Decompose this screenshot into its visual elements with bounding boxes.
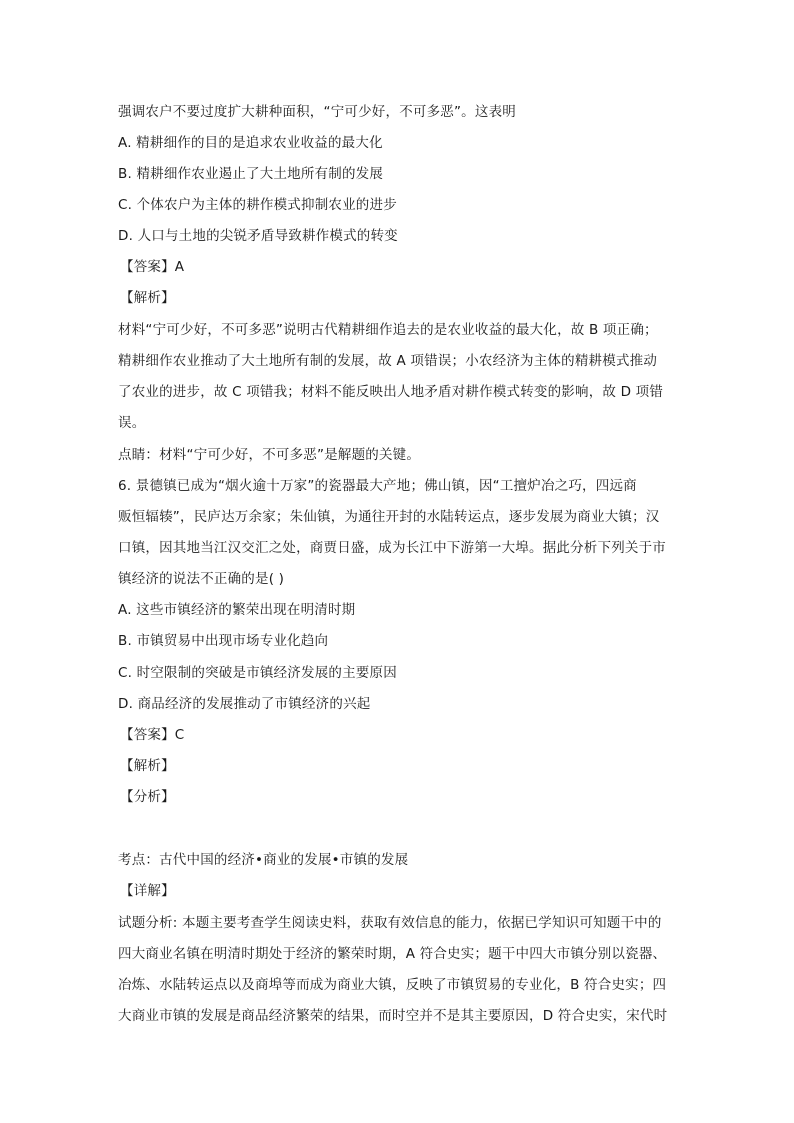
q5-tip: 点睛：材料“宁可少好，不可多恶”是解题的关键。	[118, 447, 421, 463]
q6-fenxi-label: 【分析】	[120, 789, 175, 805]
q5-analysis-line-4: 误。	[118, 415, 146, 431]
q6-option-d: D. 商品经济的发展推动了市镇经济的兴起	[118, 696, 371, 712]
q5-option-c: C. 个体农户为主体的耕作模式抑制农业的进步	[118, 197, 397, 213]
q5-analysis-line-2: 精耕细作农业推动了大土地所有制的发展，故 A 项错误；小农经济为主体的精耕模式推动	[118, 353, 658, 369]
q6-stem-line-1: 6. 景德镇已成为“烟火逾十万家”的瓷器最大产地；佛山镇，因“工擅炉冶之巧，四远商	[118, 478, 637, 494]
q5-option-a: A. 精耕细作的目的是追求农业收益的最大化	[118, 135, 383, 151]
q5-answer: 【答案】A	[120, 259, 185, 275]
q6-stem-line-2: 贩恒辐辏”，民庐达万余家；朱仙镇，为通往开封的水陆转运点，逐步发展为商业大镇；汉	[118, 509, 660, 525]
q6-option-c: C. 时空限制的突破是市镇经济发展的主要原因	[118, 665, 397, 681]
q6-stem-line-4: 镇经济的说法不正确的是( )	[118, 571, 285, 587]
q6-stem-line-3: 口镇，因其地当江汉交汇之处，商贾日盛，成为长江中下游第一大埠。据此分析下列关于市	[118, 540, 666, 556]
q6-detail-label: 【详解】	[120, 883, 175, 899]
q5-option-d: D. 人口与土地的尖锐矛盾导致耕作模式的转变	[118, 228, 398, 244]
q6-detail-line-1: 试题分析: 本题主要考查学生阅读史料，获取有效信息的能力，依据已学知识可知题干中的	[118, 915, 662, 931]
q5-stem-tail: 强调农户不要过度扩大耕种面积，“宁可少好，不可多恶”。这表明	[118, 104, 516, 120]
q5-option-b: B. 精耕细作农业遏止了大土地所有制的发展	[118, 166, 384, 182]
q6-detail-line-4: 大商业市镇的发展是商品经济繁荣的结果，而时空并不是其主要原因，D 符合史实，宋代时	[118, 1008, 668, 1024]
q6-answer: 【答案】C	[120, 727, 185, 743]
q5-analysis-label: 【解析】	[120, 290, 175, 306]
q6-option-b: B. 市镇贸易中出现市场专业化趋向	[118, 633, 329, 649]
q6-option-a: A. 这些市镇经济的繁荣出现在明清时期	[118, 602, 356, 618]
q6-kaodian: 考点：古代中国的经济•商业的发展•市镇的发展	[118, 852, 409, 868]
q5-analysis-line-3: 了农业的进步，故 C 项错我；材料不能反映出人地矛盾对耕作模式转变的影响，故 D 项错	[118, 384, 664, 400]
q5-analysis-line-1: 材料“宁可少好，不可多恶”说明古代精耕细作追去的是农业收益的最大化，故 B 项正确；	[118, 322, 658, 338]
q6-detail-line-2: 四大商业名镇在明清时期处于经济的繁荣时期，A 符合史实；题干中四大市镇分别以瓷器、	[118, 946, 667, 962]
q6-analysis-label: 【解析】	[120, 758, 175, 774]
q6-detail-line-3: 冶炼、水陆转运点以及商埠等而成为商业大镇，反映了市镇贸易的专业化，B 符合史实；四	[118, 977, 667, 993]
